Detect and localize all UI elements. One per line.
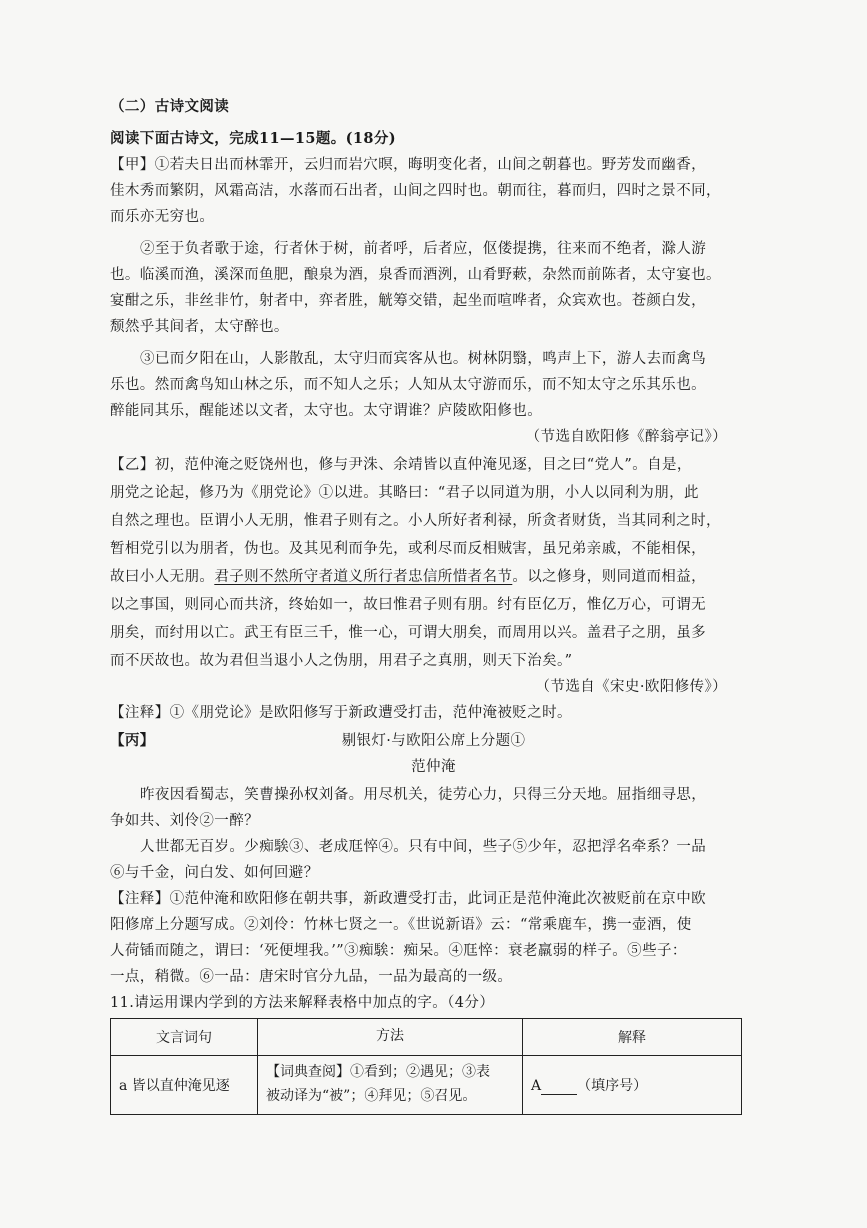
answer-blank[interactable] <box>541 1080 577 1095</box>
bing-note: 人荷锸而随之，谓曰：‘死便埋我。’”③痴騃：痴呆。④尫悴：衰老羸弱的样子。⑤些子： <box>110 943 687 959</box>
method-line: 【词典查阅】①看到；②遇见；③表 <box>266 1064 490 1081</box>
yi-line-underlined <box>110 570 706 585</box>
table-row <box>111 1056 742 1115</box>
section-title: （二）古诗文阅读 <box>110 98 230 115</box>
jia-line: 醉能同其乐，醒能述以文者，太守也。太守谓谁？庐陵欧阳修也。 <box>110 403 543 419</box>
yi-source: （节选自《宋史·欧阳修传》） <box>535 679 727 695</box>
table-header: 方法 <box>258 1019 523 1056</box>
jia-line: ③已而夕阳在山，人影散乱，太守归而宾客从也。树林阴翳，鸣声上下，游人去而禽鸟 <box>140 351 707 367</box>
table-header: 解释 <box>523 1019 742 1056</box>
jia-line: 佳木秀而繁阴，风霜高洁，水落而石出者，山间之四时也。朝而往，暮而归，四时之景不同， <box>110 183 721 199</box>
yi-line: 朋党之论起，修乃为《朋党论》①以进。其略曰：“君子以同道为朋，小人以同利为朋，此 <box>110 485 699 501</box>
bing-note: 【注释】①范仲淹和欧阳修在朝共事，新政遭受打击，此词正是范仲淹此次被贬前在京中欧 <box>110 891 706 907</box>
answer-hint: （填序号） <box>577 1078 648 1094</box>
jia-line: 颓然乎其间者，太守醉也。 <box>110 319 289 335</box>
yi-note: 【注释】①《朋党论》是欧阳修写于新政遭受打击，范仲淹被贬之时。 <box>110 705 572 721</box>
jia-line: 宴酣之乐，非丝非竹，射者中，弈者胜，觥筹交错，起坐而喧哗者，众宾欢也。苍颜白发， <box>110 293 706 309</box>
yi-line: 朋矣，而纣用以亡。武王有臣三千，惟一心，可谓大朋矣，而周用以兴。盖君子之朋，虽多 <box>110 625 706 641</box>
jia-line: 也。临溪而渔，溪深而鱼肥，酿泉为酒，泉香而酒洌，山肴野蔌，杂然而前陈者，太守宴也。 <box>110 267 721 283</box>
answer-cell <box>523 1056 742 1115</box>
jia-line: 【甲】①若夫日出而林霏开，云归而岩穴暝，晦明变化者，山间之朝暮也。野芳发而幽香， <box>110 157 706 173</box>
bing-line: 争如共、刘伶②一醉？ <box>110 813 259 829</box>
jia-source: （节选自欧阳修《醉翁亭记》） <box>525 429 727 445</box>
answer-table <box>110 1018 742 1115</box>
bing-line: 昨夜因看蜀志，笑曹操孙权刘备。用尽机关，徒劳心力，只得三分天地。屈指细寻思， <box>140 787 707 803</box>
instruction: 阅读下面古诗文，完成11—15题。(18分) <box>110 130 397 147</box>
question-11: 11.请运用课内学到的方法来解释表格中加点的字。（4分） <box>110 995 495 1011</box>
table-header: 文言词句 <box>111 1019 258 1056</box>
bing-note: 一点，稍微。⑥一品：唐宋时官分九品，一品为最高的一级。 <box>110 969 513 985</box>
jia-line: 乐也。然而禽鸟知山林之乐，而不知人之乐；人知从太守游而乐，而不知太守之乐其乐也。 <box>110 377 706 393</box>
method-line: 被动译为“被”；④拜见；⑤召见。 <box>266 1088 477 1104</box>
yi-line: 【乙】初，范仲淹之贬饶州也，修与尹洙、余靖皆以直仲淹见逐，目之曰“党人”。自是， <box>110 457 692 473</box>
jia-line: 而乐亦无穷也。 <box>110 209 215 225</box>
bing-author: 范仲淹 <box>411 759 456 775</box>
jia-line: ②至于负者歌于途，行者休于树，前者呼，后者应，伛偻提携，往来而不绝者，滁人游 <box>140 241 707 257</box>
table-header-row <box>111 1019 742 1056</box>
underlined-sentence: 君子则不然所守者道义所行者忠信所惜者名节 <box>214 569 513 585</box>
yi-text: 。以之修身，则同道而相益， <box>512 569 707 585</box>
yi-line: 而不厌故也。故为君但当退小人之伪朋，用君子之真朋，则天下治矣。” <box>110 653 573 669</box>
yi-line: 自然之理也。臣谓小人无朋，惟君子则有之。小人所好者利禄，所贪者财货，当其同利之时， <box>110 513 721 529</box>
yi-line: 以之事国，则同心而共济，终始如一，故曰惟君子则有朋。纣有臣亿万，惟亿万心，可谓无 <box>110 597 706 613</box>
bing-label: 【丙】 <box>110 732 155 749</box>
bing-line: ⑥与千金，问白发、如何回避？ <box>110 865 319 881</box>
answer-prefix: A <box>531 1078 542 1094</box>
yi-line: 暂相党引以为朋者，伪也。及其见利而争先，或利尽而反相贼害，虽兄弟亲戚，不能相保， <box>110 541 706 557</box>
phrase-cell: a 皆以直仲淹见逐 <box>111 1056 258 1115</box>
method-cell <box>258 1056 523 1115</box>
bing-note: 阳修席上分题写成。②刘伶：竹林七贤之一。《世说新语》云：“常乘鹿车，携一壶酒，使 <box>110 917 692 933</box>
bing-line: 人世都无百岁。少痴騃③、老成尫悴④。只有中间，些子⑤少年，忍把浮名牵系？一品 <box>140 839 707 855</box>
bing-title: 剔银灯·与欧阳公席上分题① <box>341 733 526 749</box>
yi-text: 故曰小人无朋。 <box>110 569 215 585</box>
